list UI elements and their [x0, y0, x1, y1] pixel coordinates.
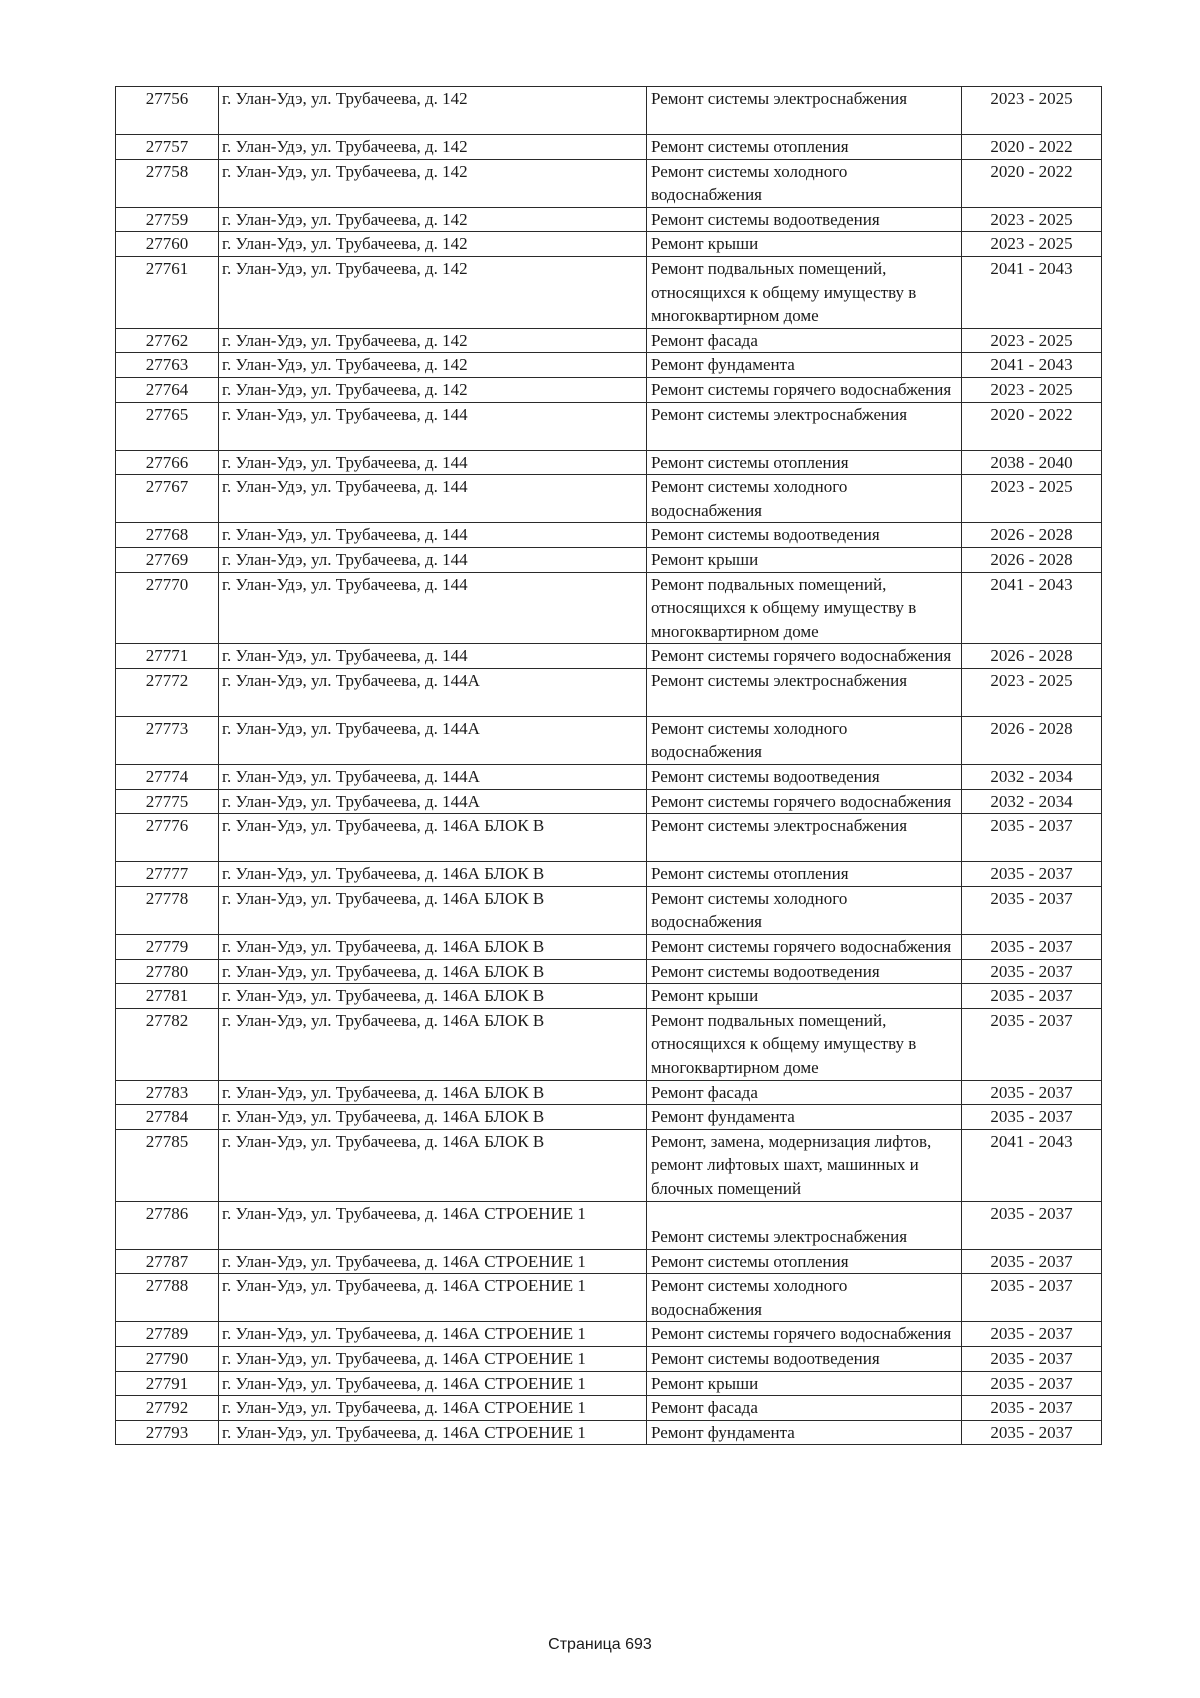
- row-period: 2032 - 2034: [962, 765, 1102, 790]
- row-address: г. Улан-Удэ, ул. Трубачеева, д. 142: [219, 377, 647, 402]
- row-period: 2035 - 2037: [962, 959, 1102, 984]
- table-row: [116, 1396, 1102, 1421]
- row-number: 27760: [116, 232, 219, 257]
- table-row: [116, 862, 1102, 887]
- row-period: 2041 - 2043: [962, 1129, 1102, 1201]
- row-address: г. Улан-Удэ, ул. Трубачеева, д. 142: [219, 328, 647, 353]
- row-address: г. Улан-Удэ, ул. Трубачеева, д. 146А СТРОЕНИЕ 1: [219, 1396, 647, 1421]
- row-number: 27793: [116, 1420, 219, 1445]
- row-address: г. Улан-Удэ, ул. Трубачеева, д. 144: [219, 523, 647, 548]
- table-row: [116, 765, 1102, 790]
- row-number: 27791: [116, 1371, 219, 1396]
- row-period: 2035 - 2037: [962, 1274, 1102, 1322]
- table-row: [116, 1129, 1102, 1201]
- row-number: 27786: [116, 1201, 219, 1249]
- row-work-type: Ремонт системы горячего водоснабжения: [647, 644, 962, 669]
- row-period: 2023 - 2025: [962, 475, 1102, 523]
- row-period: 2041 - 2043: [962, 256, 1102, 328]
- row-work-type: Ремонт фасада: [647, 328, 962, 353]
- row-number: 27761: [116, 256, 219, 328]
- row-number: 27757: [116, 135, 219, 160]
- row-period: 2020 - 2022: [962, 135, 1102, 160]
- row-work-type: Ремонт системы холодного водоснабжения: [647, 159, 962, 207]
- row-address: г. Улан-Удэ, ул. Трубачеева, д. 142: [219, 256, 647, 328]
- row-period: 2035 - 2037: [962, 862, 1102, 887]
- row-address: г. Улан-Удэ, ул. Трубачеева, д. 146А СТРОЕНИЕ 1: [219, 1249, 647, 1274]
- row-number: 27774: [116, 765, 219, 790]
- row-address: г. Улан-Удэ, ул. Трубачеева, д. 142: [219, 353, 647, 378]
- row-address: г. Улан-Удэ, ул. Трубачеева, д. 146А СТРОЕНИЕ 1: [219, 1420, 647, 1445]
- table-row: [116, 1105, 1102, 1130]
- row-period: 2038 - 2040: [962, 450, 1102, 475]
- table-row: [116, 353, 1102, 378]
- row-work-type: Ремонт системы отопления: [647, 1249, 962, 1274]
- table-row: [116, 207, 1102, 232]
- row-address: г. Улан-Удэ, ул. Трубачеева, д. 142: [219, 159, 647, 207]
- row-work-type: Ремонт фундамента: [647, 353, 962, 378]
- table-row: [116, 256, 1102, 328]
- row-period: 2035 - 2037: [962, 1201, 1102, 1249]
- row-number: 27784: [116, 1105, 219, 1130]
- row-address: г. Улан-Удэ, ул. Трубачеева, д. 144А: [219, 789, 647, 814]
- row-number: 27787: [116, 1249, 219, 1274]
- table-row: [116, 886, 1102, 934]
- table-row: [116, 1008, 1102, 1080]
- row-number: 27765: [116, 402, 219, 450]
- row-address: г. Улан-Удэ, ул. Трубачеева, д. 144А: [219, 716, 647, 764]
- row-work-type: Ремонт системы холодного водоснабжения: [647, 716, 962, 764]
- row-number: 27758: [116, 159, 219, 207]
- table-body: [116, 87, 1102, 1445]
- row-period: 2032 - 2034: [962, 789, 1102, 814]
- row-period: 2020 - 2022: [962, 402, 1102, 450]
- row-work-type: Ремонт системы холодного водоснабжения: [647, 886, 962, 934]
- row-period: 2023 - 2025: [962, 207, 1102, 232]
- row-address: г. Улан-Удэ, ул. Трубачеева, д. 144: [219, 450, 647, 475]
- row-work-type: Ремонт системы холодного водоснабжения: [647, 475, 962, 523]
- table-row: [116, 232, 1102, 257]
- row-number: 27781: [116, 984, 219, 1009]
- row-address: г. Улан-Удэ, ул. Трубачеева, д. 144: [219, 475, 647, 523]
- table-row: [116, 789, 1102, 814]
- row-number: 27759: [116, 207, 219, 232]
- row-period: 2023 - 2025: [962, 668, 1102, 716]
- row-number: 27792: [116, 1396, 219, 1421]
- row-work-type: Ремонт крыши: [647, 984, 962, 1009]
- row-number: 27769: [116, 547, 219, 572]
- row-period: 2026 - 2028: [962, 523, 1102, 548]
- row-work-type: Ремонт подвальных помещений, относящихся к общему имуществу в многоквартирном доме: [647, 572, 962, 644]
- row-address: г. Улан-Удэ, ул. Трубачеева, д. 146А СТРОЕНИЕ 1: [219, 1274, 647, 1322]
- row-work-type: Ремонт системы отопления: [647, 135, 962, 160]
- row-period: 2035 - 2037: [962, 935, 1102, 960]
- table-row: [116, 716, 1102, 764]
- row-work-type: Ремонт подвальных помещений, относящихся к общему имуществу в многоквартирном доме: [647, 256, 962, 328]
- table-row: [116, 1249, 1102, 1274]
- row-number: 27763: [116, 353, 219, 378]
- row-address: г. Улан-Удэ, ул. Трубачеева, д. 146А БЛОК В: [219, 1080, 647, 1105]
- row-period: 2023 - 2025: [962, 232, 1102, 257]
- repair-schedule-table: [115, 86, 1102, 1445]
- row-address: г. Улан-Удэ, ул. Трубачеева, д. 146А БЛОК В: [219, 862, 647, 887]
- row-address: г. Улан-Удэ, ул. Трубачеева, д. 142: [219, 135, 647, 160]
- row-address: г. Улан-Удэ, ул. Трубачеева, д. 144: [219, 644, 647, 669]
- row-number: 27767: [116, 475, 219, 523]
- row-number: 27780: [116, 959, 219, 984]
- row-number: 27771: [116, 644, 219, 669]
- row-address: г. Улан-Удэ, ул. Трубачеева, д. 142: [219, 232, 647, 257]
- table-row: [116, 450, 1102, 475]
- table-row: [116, 547, 1102, 572]
- row-address: г. Улан-Удэ, ул. Трубачеева, д. 146А БЛОК В: [219, 1008, 647, 1080]
- row-number: 27789: [116, 1322, 219, 1347]
- row-number: 27790: [116, 1346, 219, 1371]
- row-work-type: Ремонт системы отопления: [647, 450, 962, 475]
- table-row: [116, 668, 1102, 716]
- row-period: 2023 - 2025: [962, 328, 1102, 353]
- row-number: 27766: [116, 450, 219, 475]
- row-period: 2026 - 2028: [962, 716, 1102, 764]
- row-number: 27768: [116, 523, 219, 548]
- row-work-type: Ремонт системы водоотведения: [647, 959, 962, 984]
- row-number: 27779: [116, 935, 219, 960]
- row-number: 27776: [116, 814, 219, 862]
- table-row: [116, 644, 1102, 669]
- row-work-type: Ремонт фундамента: [647, 1420, 962, 1445]
- row-address: г. Улан-Удэ, ул. Трубачеева, д. 146А СТРОЕНИЕ 1: [219, 1322, 647, 1347]
- table-row: [116, 1346, 1102, 1371]
- row-address: г. Улан-Удэ, ул. Трубачеева, д. 144А: [219, 765, 647, 790]
- row-period: 2035 - 2037: [962, 1008, 1102, 1080]
- row-work-type: Ремонт системы электроснабжения: [647, 87, 962, 135]
- row-work-type: Ремонт крыши: [647, 1371, 962, 1396]
- table-row: [116, 328, 1102, 353]
- row-number: 27772: [116, 668, 219, 716]
- table-row: [116, 1201, 1102, 1249]
- row-period: 2026 - 2028: [962, 547, 1102, 572]
- row-address: г. Улан-Удэ, ул. Трубачеева, д. 144А: [219, 668, 647, 716]
- row-period: 2035 - 2037: [962, 1249, 1102, 1274]
- row-work-type: Ремонт фасада: [647, 1080, 962, 1105]
- row-address: г. Улан-Удэ, ул. Трубачеева, д. 146А БЛОК В: [219, 886, 647, 934]
- row-period: 2035 - 2037: [962, 1322, 1102, 1347]
- row-number: 27764: [116, 377, 219, 402]
- row-period: 2035 - 2037: [962, 1420, 1102, 1445]
- page-number: Страница 693: [548, 1636, 652, 1653]
- row-address: г. Улан-Удэ, ул. Трубачеева, д. 146А БЛОК В: [219, 935, 647, 960]
- row-work-type: Ремонт системы электроснабжения: [647, 1201, 962, 1249]
- table-row: [116, 402, 1102, 450]
- row-work-type: Ремонт фасада: [647, 1396, 962, 1421]
- row-work-type: Ремонт системы электроснабжения: [647, 402, 962, 450]
- row-period: 2041 - 2043: [962, 353, 1102, 378]
- row-work-type: Ремонт системы электроснабжения: [647, 814, 962, 862]
- row-address: г. Улан-Удэ, ул. Трубачеева, д. 142: [219, 207, 647, 232]
- row-work-type: Ремонт системы водоотведения: [647, 1346, 962, 1371]
- row-period: 2023 - 2025: [962, 87, 1102, 135]
- table-row: [116, 135, 1102, 160]
- row-work-type: Ремонт системы горячего водоснабжения: [647, 935, 962, 960]
- row-period: 2035 - 2037: [962, 1396, 1102, 1421]
- row-address: г. Улан-Удэ, ул. Трубачеева, д. 146А БЛОК В: [219, 1105, 647, 1130]
- table-row: [116, 1420, 1102, 1445]
- row-number: 27777: [116, 862, 219, 887]
- row-address: г. Улан-Удэ, ул. Трубачеева, д. 146А БЛОК В: [219, 1129, 647, 1201]
- table-row: [116, 984, 1102, 1009]
- row-period: 2035 - 2037: [962, 886, 1102, 934]
- table-row: [116, 523, 1102, 548]
- row-address: г. Улан-Удэ, ул. Трубачеева, д. 144: [219, 547, 647, 572]
- table-row: [116, 1274, 1102, 1322]
- row-period: 2035 - 2037: [962, 1371, 1102, 1396]
- row-work-type: Ремонт фундамента: [647, 1105, 962, 1130]
- row-number: 27782: [116, 1008, 219, 1080]
- row-period: 2035 - 2037: [962, 1346, 1102, 1371]
- row-work-type: Ремонт системы горячего водоснабжения: [647, 377, 962, 402]
- table-row: [116, 1080, 1102, 1105]
- row-number: 27770: [116, 572, 219, 644]
- row-work-type: Ремонт крыши: [647, 232, 962, 257]
- table-row: [116, 935, 1102, 960]
- row-work-type: Ремонт крыши: [647, 547, 962, 572]
- row-period: 2020 - 2022: [962, 159, 1102, 207]
- row-period: 2035 - 2037: [962, 1080, 1102, 1105]
- table-row: [116, 814, 1102, 862]
- row-address: г. Улан-Удэ, ул. Трубачеева, д. 142: [219, 87, 647, 135]
- table-row: [116, 1322, 1102, 1347]
- table-row: [116, 377, 1102, 402]
- row-work-type: Ремонт системы водоотведения: [647, 207, 962, 232]
- row-number: 27778: [116, 886, 219, 934]
- row-work-type: Ремонт системы водоотведения: [647, 765, 962, 790]
- row-period: 2026 - 2028: [962, 644, 1102, 669]
- table-row: [116, 1371, 1102, 1396]
- row-period: 2035 - 2037: [962, 984, 1102, 1009]
- row-address: г. Улан-Удэ, ул. Трубачеева, д. 146А СТРОЕНИЕ 1: [219, 1371, 647, 1396]
- row-number: 27785: [116, 1129, 219, 1201]
- row-address: г. Улан-Удэ, ул. Трубачеева, д. 144: [219, 572, 647, 644]
- row-work-type: Ремонт подвальных помещений, относящихся к общему имуществу в многоквартирном доме: [647, 1008, 962, 1080]
- row-address: г. Улан-Удэ, ул. Трубачеева, д. 146А БЛОК В: [219, 814, 647, 862]
- row-address: г. Улан-Удэ, ул. Трубачеева, д. 144: [219, 402, 647, 450]
- table-row: [116, 159, 1102, 207]
- table-row: [116, 959, 1102, 984]
- row-number: 27788: [116, 1274, 219, 1322]
- row-number: 27783: [116, 1080, 219, 1105]
- row-number: 27762: [116, 328, 219, 353]
- row-work-type: Ремонт системы горячего водоснабжения: [647, 1322, 962, 1347]
- row-period: 2035 - 2037: [962, 814, 1102, 862]
- row-number: 27775: [116, 789, 219, 814]
- table-row: [116, 87, 1102, 135]
- row-number: 27756: [116, 87, 219, 135]
- row-work-type: Ремонт, замена, модернизация лифтов, ремонт лифтовых шахт, машинных и блочных помещений: [647, 1129, 962, 1201]
- table-row: [116, 572, 1102, 644]
- row-work-type: Ремонт системы холодного водоснабжения: [647, 1274, 962, 1322]
- row-address: г. Улан-Удэ, ул. Трубачеева, д. 146А СТРОЕНИЕ 1: [219, 1346, 647, 1371]
- row-address: г. Улан-Удэ, ул. Трубачеева, д. 146А БЛОК В: [219, 959, 647, 984]
- row-work-type: Ремонт системы горячего водоснабжения: [647, 789, 962, 814]
- row-address: г. Улан-Удэ, ул. Трубачеева, д. 146А БЛОК В: [219, 984, 647, 1009]
- row-number: 27773: [116, 716, 219, 764]
- row-work-type: Ремонт системы электроснабжения: [647, 668, 962, 716]
- row-work-type: Ремонт системы отопления: [647, 862, 962, 887]
- row-address: г. Улан-Удэ, ул. Трубачеева, д. 146А СТРОЕНИЕ 1: [219, 1201, 647, 1249]
- row-period: 2023 - 2025: [962, 377, 1102, 402]
- row-work-type: Ремонт системы водоотведения: [647, 523, 962, 548]
- row-period: 2035 - 2037: [962, 1105, 1102, 1130]
- row-period: 2041 - 2043: [962, 572, 1102, 644]
- table-row: [116, 475, 1102, 523]
